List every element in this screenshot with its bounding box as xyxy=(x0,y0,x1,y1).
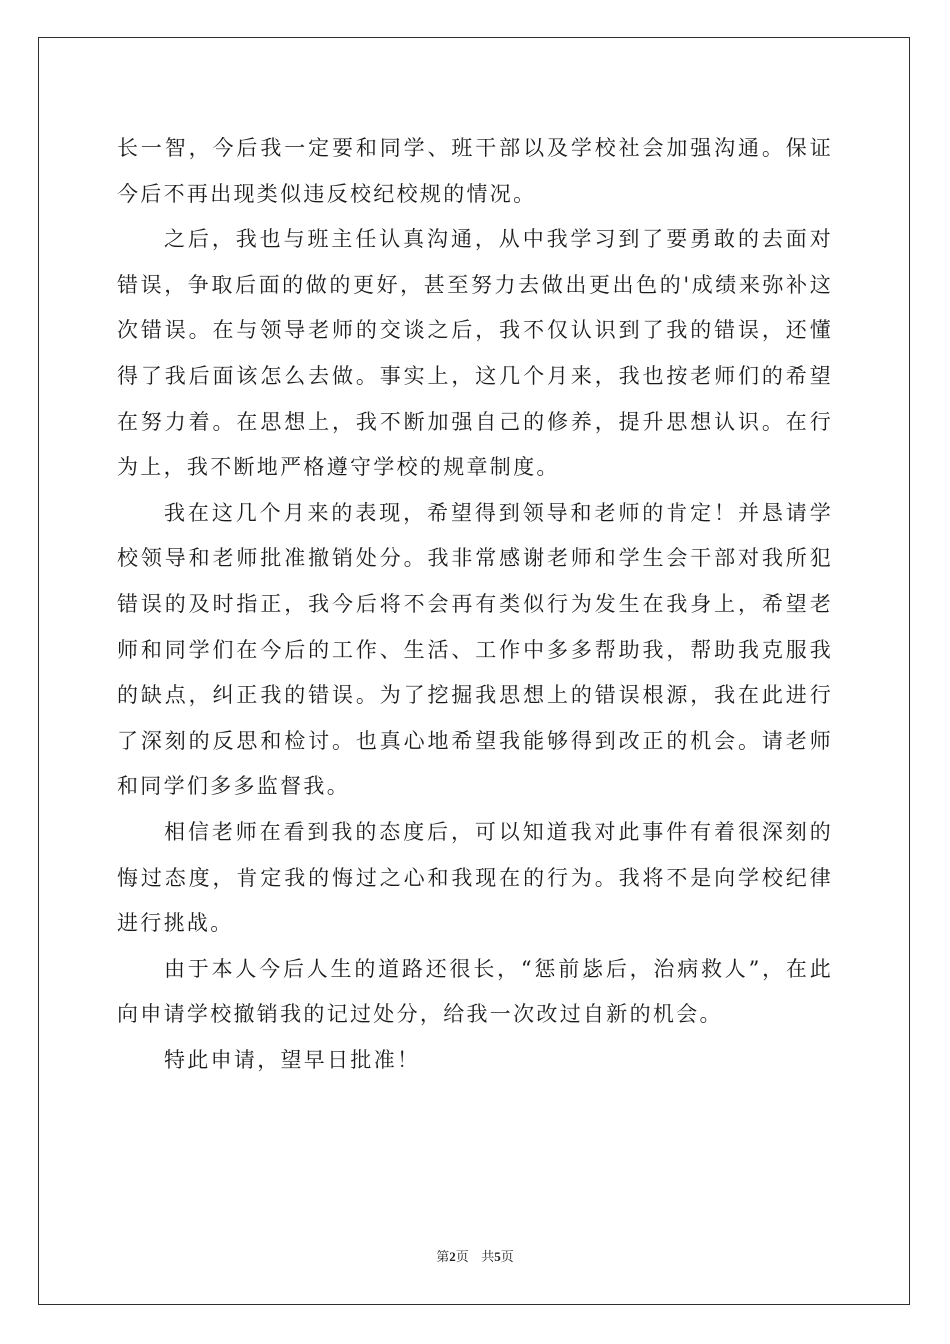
page-footer xyxy=(0,1246,950,1265)
page-suffix: 页 xyxy=(455,1250,469,1265)
paragraph-request: 我在这几个月来的表现，希望得到领导和老师的肯定！并恳请学校领导和老师批准撤销处分。我非常感谢老师和学生会干部对我所犯错误的及时指正，我今后将不会再有类似行为发生在我身上，希望老师和同学们在今后的工作、生活、工作中多多帮助我，帮助我克服我的缺点，纠正我的错误。为了挖掘我思想上的错误根源，我在此进行了深刻的反思和检讨。也真心地希望我能够得到改正的机会。请老师和同学们多多监督我。 xyxy=(117,500,833,799)
paragraph-application: 由于本人今后人生的道路还很长，“惩前毖后，治病救人”，在此向申请学校撤销我的记过处分，给我一次改过自新的机会。 xyxy=(117,956,833,1027)
paragraph-closing: 特此申请，望早日批准！ xyxy=(164,1047,421,1072)
paragraph-communication: 之后，我也与班主任认真沟通，从中我学习到了要勇敢的去面对错误，争取后面的做的更好，甚至努力去做出更出色的'成绩来弥补这次错误。在与领导老师的交谈之后，我不仅认识到了我的错误，还懂得了我后面该怎么去做。事实上，这几个月来，我也按老师们的希望在努力着。在思想上，我不断加强自己的修养，提升思想认识。在行为上，我不断地严格遵守学校的规章制度。 xyxy=(117,227,833,480)
total-prefix: 共 xyxy=(481,1250,495,1265)
page-prefix: 第 xyxy=(436,1250,450,1265)
total-pages: 5 xyxy=(494,1249,501,1264)
total-suffix: 页 xyxy=(500,1250,514,1265)
paragraph-attitude: 相信老师在看到我的态度后，可以知道我对此事件有着很深刻的悔过态度，肯定我的悔过之心和我现在的行为。我将不是向学校纪律进行挑战。 xyxy=(117,819,833,936)
paragraph-continuation: 长一智，今后我一定要和同学、班干部以及学校社会加强沟通。保证今后不再出现类似违反校纪校规的情况。 xyxy=(117,136,833,206)
page-number: 2 xyxy=(449,1249,456,1264)
document-body xyxy=(117,126,833,1083)
